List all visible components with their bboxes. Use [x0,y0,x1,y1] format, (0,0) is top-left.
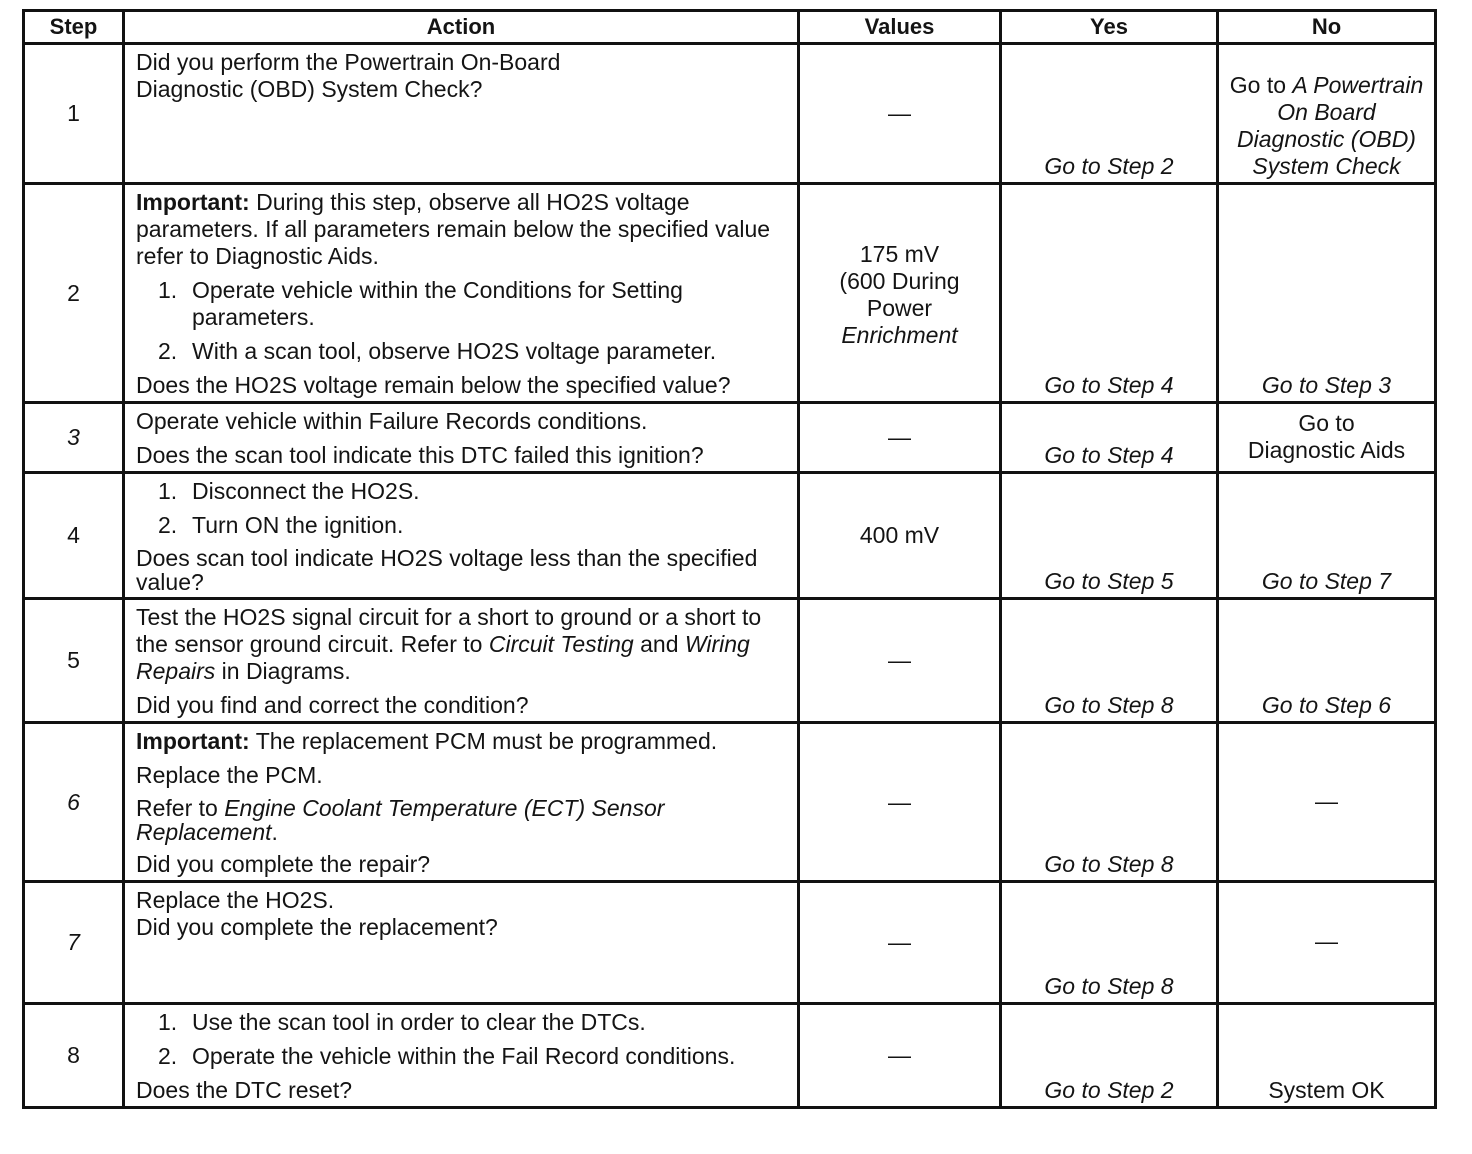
yes-cell[interactable]: Go to Step 5 [1001,473,1218,599]
step-number: 5 [24,599,124,723]
values-cell: — [799,1004,1001,1108]
action-text: Operate vehicle within Failure Records conditions. [136,408,648,434]
values-cell: — [799,599,1001,723]
values-cell: — [799,882,1001,1004]
table-row [24,1004,1436,1108]
values-cell: — [799,723,1001,882]
list-item: 2. Turn ON the ignition. [136,512,787,539]
yes-cell[interactable]: Go to Step 4 [1001,403,1218,473]
action-cell [124,184,799,403]
header-no: No [1218,11,1436,44]
wiring-repairs-link[interactable]: Wiring Repairs [136,631,750,684]
action-question: Does the DTC reset? [136,1077,353,1103]
header-row [24,11,1436,44]
action-cell [124,403,799,473]
list-item: 2. Operate the vehicle within the Fail Record conditions. [136,1043,787,1070]
no-cell: — [1218,882,1436,1004]
action-cell [124,882,799,1004]
table-row [24,599,1436,723]
table-row [24,184,1436,403]
action-question: Did you complete the replacement? [136,914,498,940]
refer-text [136,796,787,844]
no-link[interactable]: A Powertrain On Board Diagnostic (OBD) System Check [1237,72,1424,179]
action-cell [124,599,799,723]
value-line: Power [866,295,933,321]
header-yes: Yes [1001,11,1218,44]
list-item-text: Operate vehicle within the Conditions for Setting parameters. [192,277,683,330]
action-question: Did you perform the Powertrain On-Board Diagnostic (OBD) System Check? [136,49,561,102]
step-number: 8 [24,1004,124,1108]
action-question: Does scan tool indicate HO2S voltage less than the specified value? [136,545,758,595]
yes-cell[interactable]: Go to Step 8 [1001,723,1218,882]
action-cell [124,473,799,599]
list-item-text: Disconnect the HO2S. [192,478,420,504]
values-cell: — [799,44,1001,184]
list-item-text: With a scan tool, observe HO2S voltage parameter. [192,338,717,364]
list-item: 1. Operate vehicle within the Conditions for Setting parameters. [136,277,787,331]
table-row [24,473,1436,599]
values-cell: — [799,403,1001,473]
value-line: (600 During [839,268,960,294]
no-line: Diagnostic Aids [1247,436,1406,463]
values-cell [799,184,1001,403]
no-line: Go to [1298,409,1355,436]
action-text: Replace the PCM. [136,762,323,788]
important-label: Important: [136,728,250,754]
action-cell [124,44,799,184]
no-cell[interactable]: Go to Step 7 [1218,473,1436,599]
yes-cell[interactable]: Go to Step 8 [1001,882,1218,1004]
yes-cell[interactable]: Go to Step 2 [1001,1004,1218,1108]
circuit-testing-link[interactable]: Circuit Testing [488,631,634,657]
list-item-text: Use the scan tool in order to clear the DTCs. [192,1009,646,1035]
header-action: Action [124,11,799,44]
yes-cell[interactable]: Go to Step 8 [1001,599,1218,723]
step-number: 2 [24,184,124,403]
header-values: Values [799,11,1001,44]
important-text: The replacement PCM must be programmed. [249,728,718,754]
action-cell [124,1004,799,1108]
action-question: Did you complete the repair? [136,851,431,877]
refer-prefix: Refer to [136,795,225,821]
step-number: 7 [24,882,124,1004]
list-item: 1. Use the scan tool in order to clear the DTCs. [136,1009,787,1036]
diagnostic-table-container [22,9,1434,1109]
refer-suffix: . [271,819,278,845]
value-line: Enrichment [841,322,958,348]
table-row [24,882,1436,1004]
table-row [24,403,1436,473]
no-cell[interactable] [1218,403,1436,473]
action-question: Did you find and correct the condition? [136,692,529,718]
diagnostic-table [22,9,1437,1109]
action-cell [124,723,799,882]
ect-sensor-replacement-link[interactable]: Engine Coolant Temperature (ECT) Sensor Replacement [136,795,665,845]
action-text-part: and [633,631,685,657]
action-text-part: Test the HO2S signal circuit for a short to ground or a short to the sensor ground circuit. Refer to [136,604,762,657]
important-note [136,728,787,755]
important-label: Important: [136,189,250,215]
yes-cell[interactable]: Go to Step 2 [1001,44,1218,184]
header-step: Step [24,11,124,44]
list-item: 1. Disconnect the HO2S. [136,478,787,505]
action-question: Does the scan tool indicate this DTC failed this ignition? [136,442,704,468]
no-prefix: Go to [1229,72,1293,98]
no-cell: — [1218,723,1436,882]
list-item-text: Turn ON the ignition. [192,512,404,538]
step-number: 4 [24,473,124,599]
no-cell[interactable] [1218,44,1436,184]
no-cell[interactable]: Go to Step 3 [1218,184,1436,403]
list-item: 2. With a scan tool, observe HO2S voltage parameter. [136,338,787,365]
action-text: Replace the HO2S. [136,887,335,913]
value-line: 175 mV [859,241,940,267]
important-note [136,189,787,270]
no-cell: System OK [1218,1004,1436,1108]
action-text-part: in Diagrams. [215,658,351,684]
action-text [136,604,787,685]
step-number: 3 [24,403,124,473]
no-cell[interactable]: Go to Step 6 [1218,599,1436,723]
step-number: 6 [24,723,124,882]
table-row [24,723,1436,882]
yes-cell[interactable]: Go to Step 4 [1001,184,1218,403]
list-item-text: Operate the vehicle within the Fail Record conditions. [192,1043,736,1069]
important-text: During this step, observe all HO2S voltage parameters. If all parameters remain below the specified value refer to Diagnostic Aids. [136,189,771,269]
values-cell: 400 mV [799,473,1001,599]
table-row [24,44,1436,184]
step-number: 1 [24,44,124,184]
action-question: Does the HO2S voltage remain below the specified value? [136,372,731,398]
